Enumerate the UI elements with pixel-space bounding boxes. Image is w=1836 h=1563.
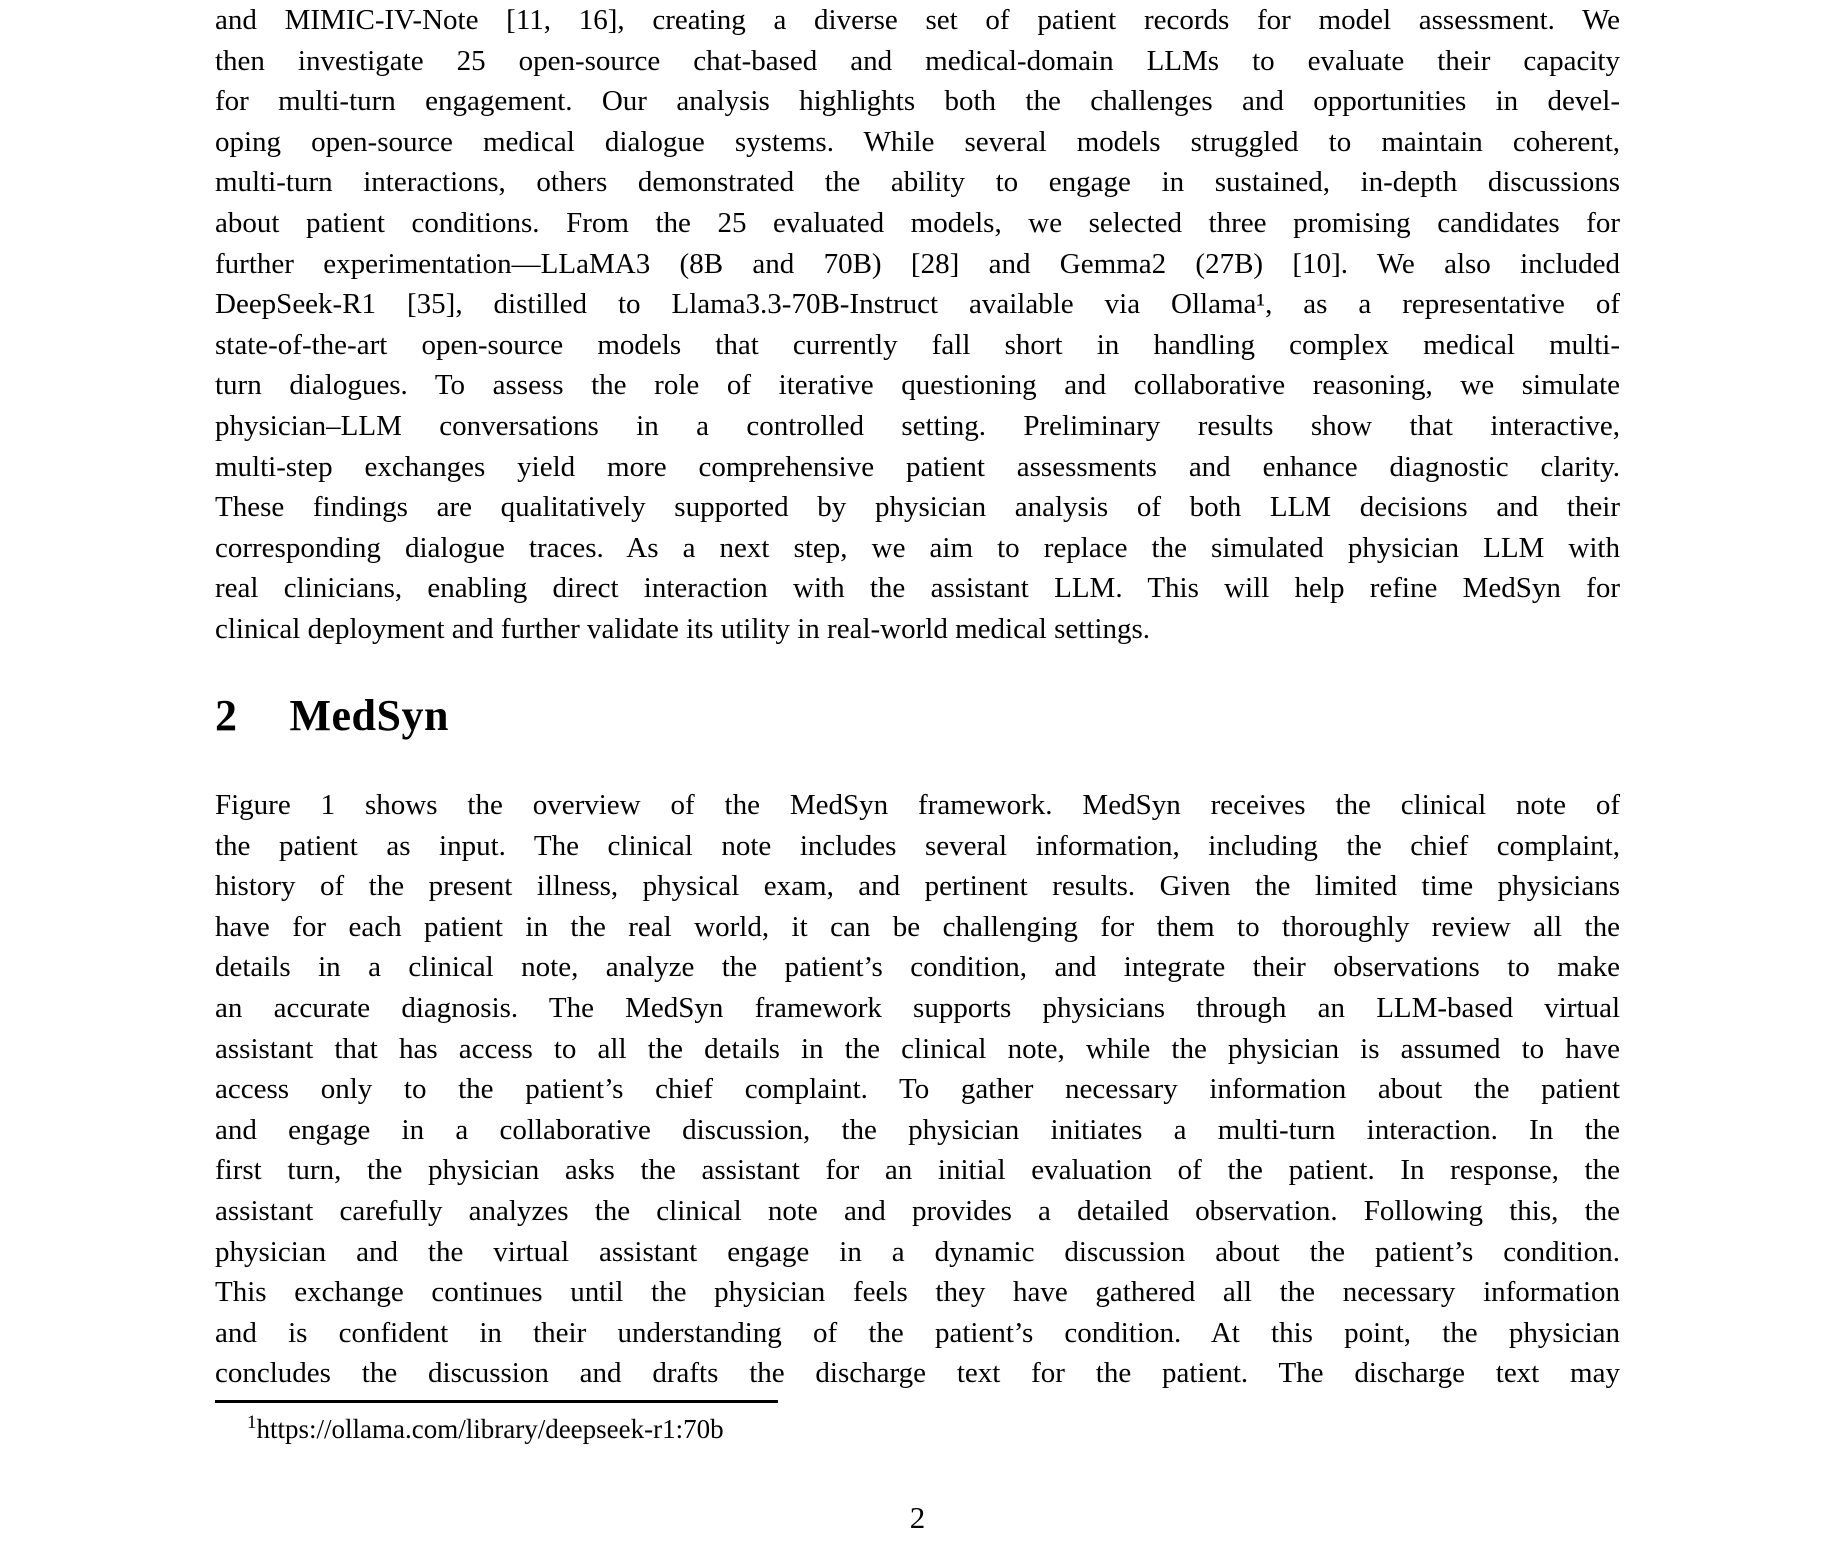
text-line: turn dialogues. To assess the role of iterative questioning and collaborative reasoning, we simulate (215, 369, 1620, 402)
text-line: assistant that has access to all the details in the clinical note, while the physician is assumed to have (215, 1032, 1620, 1065)
footnote (215, 1411, 1620, 1447)
text-line: for multi-turn engagement. Our analysis highlights both the challenges and opportunities in devel- (215, 85, 1620, 118)
footnote-url[interactable]: https://ollama.com/library/deepseek-r1:70b (256, 1414, 724, 1444)
footnote-rule (215, 1400, 778, 1403)
text-line: This exchange continues until the physician feels they have gathered all the necessary information (215, 1276, 1620, 1309)
text-line: concludes the discussion and drafts the discharge text for the patient. The discharge text may (215, 1357, 1620, 1390)
text-line: about patient conditions. From the 25 evaluated models, we selected three promising candidates for (215, 206, 1620, 239)
text-line: multi-turn interactions, others demonstrated the ability to engage in sustained, in-depth discussions (215, 166, 1620, 199)
text-line: oping open-source medical dialogue systems. While several models struggled to maintain coherent, (215, 125, 1620, 158)
section-number: 2 (215, 691, 238, 740)
page-number: 2 (909, 1500, 926, 1535)
text-line: then investigate 25 open-source chat-based and medical-domain LLMs to evaluate their capacity (215, 44, 1620, 77)
text-line: corresponding dialogue traces. As a next step, we aim to replace the simulated physician LLM with (215, 531, 1620, 564)
text-line: Figure 1 shows the overview of the MedSyn framework. MedSyn receives the clinical note of (215, 789, 1620, 821)
text-line: history of the present illness, physical exam, and pertinent results. Given the limited time physicians (215, 870, 1620, 903)
text-line: physician–LLM conversations in a controlled setting. Preliminary results show that interactive, (215, 409, 1620, 442)
text-line: and MIMIC-IV-Note [11, 16], creating a diverse set of patient records for model assessment. We (215, 4, 1620, 36)
section-heading (215, 690, 449, 742)
text-line: the patient as input. The clinical note includes several information, including the chief complaint, (215, 829, 1620, 862)
text-line: DeepSeek-R1 [35], distilled to Llama3.3-70B-Instruct available via Ollama¹, as a representative of (215, 288, 1620, 321)
text-line: have for each patient in the real world, it can be challenging for them to thoroughly review all the (215, 910, 1620, 943)
text-line: multi-step exchanges yield more comprehensive patient assessments and enhance diagnostic clarity. (215, 450, 1620, 483)
text-line: real clinicians, enabling direct interaction with the assistant LLM. This will help refine MedSyn for (215, 572, 1620, 605)
text-line: and engage in a collaborative discussion, the physician initiates a multi-turn interaction. In the (215, 1113, 1620, 1146)
text-line: physician and the virtual assistant engage in a dynamic discussion about the patient’s condition. (215, 1235, 1620, 1268)
footnote-marker: 1 (247, 1412, 257, 1433)
text-line: assistant carefully analyzes the clinical note and provides a detailed observation. Following this, the (215, 1194, 1620, 1227)
paragraph-medsyn (215, 785, 1620, 1394)
text-line: an accurate diagnosis. The MedSyn framework supports physicians through an LLM-based virtual (215, 991, 1620, 1024)
text-line: and is confident in their understanding of the patient’s condition. At this point, the physician (215, 1316, 1620, 1349)
text-line: details in a clinical note, analyze the patient’s condition, and integrate their observations to make (215, 951, 1620, 984)
text-line: These findings are qualitatively supported by physician analysis of both LLM decisions and their (215, 491, 1620, 524)
section-title: MedSyn (289, 691, 449, 740)
text-line: further experimentation—LLaMA3 (8B and 70B) [28] and Gemma2 (27B) [10]. We also included (215, 247, 1620, 280)
text-line: clinical deployment and further validate its utility in real-world medical settings. (215, 612, 1150, 645)
text-line: access only to the patient’s chief complaint. To gather necessary information about the patient (215, 1073, 1620, 1106)
text-line: first turn, the physician asks the assistant for an initial evaluation of the patient. In response, the (215, 1154, 1620, 1187)
paragraph-intro (215, 0, 1620, 650)
text-line: state-of-the-art open-source models that currently fall short in handling complex medical multi- (215, 328, 1620, 361)
